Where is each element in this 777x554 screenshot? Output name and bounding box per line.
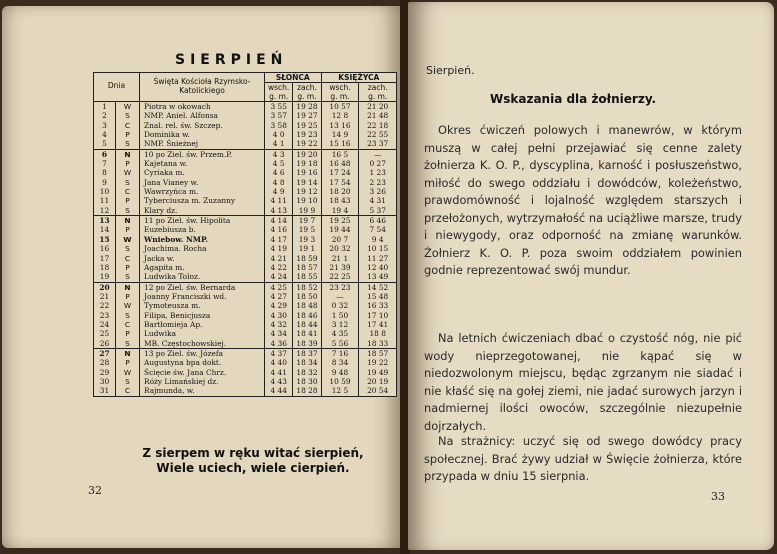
sunset-time: 19 28 — [296, 102, 318, 111]
moonset-time: 13 49 — [367, 272, 389, 282]
weekday-letter: P — [125, 159, 130, 169]
moonset-time: 22 55 — [367, 130, 389, 140]
sunrise-time: 4 27 — [270, 291, 287, 301]
sunset-time: 19 10 — [296, 196, 318, 206]
weekday-letter-cell — [116, 102, 140, 150]
day-number: 16 — [99, 244, 110, 254]
header-moon-rise: wsch. g. m. — [321, 83, 359, 102]
sunset-time: 18 41 — [296, 329, 318, 339]
sunrise-time: 4 24 — [270, 272, 287, 282]
moonset-time: 10 15 — [367, 244, 389, 254]
sunset-time: 18 46 — [296, 310, 318, 320]
moonset-time-cell — [359, 216, 397, 282]
weekday-letter: C — [124, 187, 131, 197]
sunset-time: 18 39 — [296, 338, 318, 348]
sunrise-time: 4 25 — [270, 282, 287, 292]
header-swieta: Święta Kościoła Rzymsko-Katolickiego — [140, 73, 265, 102]
weekday-letter: N — [124, 282, 131, 292]
day-number-cell — [94, 216, 116, 282]
feast-name: Cyriaka m. — [144, 168, 185, 178]
day-number: 29 — [99, 367, 110, 377]
moonrise-time-cell — [321, 149, 359, 215]
sunrise-time-cell — [265, 102, 293, 150]
sunset-time: 19 7 — [298, 216, 316, 226]
feast-name: Bartłomieja Ap. — [144, 319, 203, 329]
sunset-time: 19 18 — [296, 159, 318, 169]
moonrise-time: 18 20 — [329, 187, 351, 197]
moonset-time: 2 23 — [369, 177, 386, 187]
day-number: 17 — [99, 253, 110, 263]
moonset-time: 7 54 — [369, 225, 386, 235]
moonrise-time: 17 24 — [329, 168, 351, 178]
moonrise-time-cell — [321, 102, 359, 150]
moonrise-time-cell — [321, 216, 359, 282]
sunset-time: 19 5 — [298, 225, 316, 235]
sunrise-time: 4 9 — [272, 187, 285, 197]
sunset-time: 19 9 — [298, 205, 316, 215]
header-sun-set: zach. g. m. — [293, 83, 321, 102]
sunrise-time: 4 36 — [270, 338, 287, 348]
paragraph-1: Okres ćwiczeń polowych i manewrów, w którym muszą w całej pełni przejawiać się cenne zalety żołnierza K. O. P., dyscyplina, karność i posłuszeństwo, miłość do swego oddziału i dowódców, koleżeństwo, prawdomówność i lojalność względem starszych i przełożonych, wytrzymałość na uciążliwe marsze, trudy i niewygody, oraz odporność na zmianę warunków. Żołnierz K. O. P. poza swoim oddziałem powinien godnie reprezentować swój mundur. — [424, 123, 742, 277]
header-slonca: SŁOŃCA — [265, 73, 322, 83]
weekday-letter: P — [125, 358, 130, 368]
moonrise-time-cell — [321, 348, 359, 396]
sunrise-time: 4 3 — [272, 149, 285, 159]
sunset-time: 18 57 — [296, 262, 318, 272]
sunset-time-cell — [293, 149, 321, 215]
day-number: 2 — [102, 111, 107, 121]
weekday-letter-cell — [116, 216, 140, 282]
day-number: 27 — [99, 348, 110, 358]
weekday-letter: N — [124, 348, 131, 358]
moonrise-time: 14 9 — [331, 130, 349, 140]
sunrise-time: 4 40 — [270, 358, 287, 368]
sunset-time: 18 50 — [296, 291, 318, 301]
moonrise-time: 4 35 — [331, 329, 349, 339]
section-title: Wskazania dla żołnierzy. — [490, 92, 657, 106]
sunrise-time: 4 17 — [270, 234, 287, 244]
feast-name-cell — [140, 149, 265, 215]
day-number: 6 — [101, 149, 108, 159]
sunrise-time: 4 30 — [270, 310, 287, 320]
weekday-letter: P — [125, 225, 130, 235]
header-dnia: Dnia — [94, 73, 140, 102]
day-number: 9 — [102, 177, 107, 187]
feast-name: Klary dz. — [144, 205, 178, 215]
feast-name: 12 po Ziel. św. Bernarda — [144, 282, 236, 292]
feast-name: Wniebow. NMP. — [144, 234, 208, 244]
day-number: 13 — [99, 216, 110, 226]
feast-name: Rajmunda, w. — [144, 386, 195, 396]
weekday-letter: S — [125, 338, 130, 348]
moonrise-time: 16 5 — [331, 149, 349, 159]
paragraph-3: Na strażnicy: uczyć się od swego dowódcy pracy społecznej. Brać żywy udział w Święcie żołnierza, które przypada w dniu 15 sierpnia. — [424, 434, 742, 483]
feast-name: Euzebiusza b. — [144, 225, 196, 235]
calendar-table — [93, 72, 397, 397]
day-number: 1 — [102, 102, 107, 111]
moonrise-time: 23 23 — [329, 282, 351, 292]
day-number: 15 — [99, 234, 110, 244]
paragraph-2: Na letnich ćwiczeniach dbać o czystość nóg, nie pić wody nieprzegotowanej, nie kąpać się w niedozwolonym miejscu, będąc zgrzanym nie siadać i nie kłaść się na gołej ziemi, nie jadać surowych jarzyn i nadmiernej ilości owoców, szczególnie niezupełnie dojrzałych. — [424, 331, 742, 433]
sunset-time-cell — [293, 216, 321, 282]
day-number: 19 — [99, 272, 110, 282]
day-number: 25 — [99, 329, 110, 339]
sunrise-time-cell — [265, 149, 293, 215]
moonrise-time: 17 54 — [329, 177, 351, 187]
sunset-time: 18 59 — [296, 253, 318, 263]
day-number: 24 — [99, 319, 110, 329]
moonrise-time: 3 12 — [331, 319, 349, 329]
moonrise-time-cell — [321, 282, 359, 348]
moonset-time: 9 4 — [371, 234, 384, 244]
day-number: 31 — [99, 386, 110, 396]
sunrise-time: 4 13 — [270, 205, 287, 215]
weekday-letter: N — [124, 216, 131, 226]
sunrise-time: 4 0 — [272, 130, 285, 140]
feast-name: MB. Częstochowskiej. — [144, 338, 227, 348]
sunset-time: 19 3 — [298, 234, 316, 244]
moonrise-time: 12 8 — [331, 111, 349, 121]
week-row — [94, 348, 397, 396]
day-number: 11 — [99, 196, 110, 206]
weekday-letter-cell — [116, 149, 140, 215]
moonset-time: 19 22 — [367, 358, 389, 368]
weekday-letter: S — [125, 177, 130, 187]
feast-name: Agapita m. — [144, 262, 185, 272]
sunrise-time: 4 6 — [272, 168, 285, 178]
feast-name: Joachima. Rocha — [144, 244, 207, 254]
weekday-letter: S — [125, 244, 130, 254]
moonset-time: 18 33 — [367, 338, 389, 348]
header-sun-rise: wsch. g. m. — [265, 83, 293, 102]
sunset-time-cell — [293, 348, 321, 396]
sunset-time: 19 16 — [296, 168, 318, 178]
moonset-time: 4 31 — [369, 196, 386, 206]
feast-name: Piotra w okowach — [144, 102, 211, 111]
moonrise-time: 13 16 — [329, 120, 351, 130]
sunset-time: 18 37 — [296, 348, 318, 358]
page-number-left: 32 — [88, 484, 102, 497]
day-number: 18 — [99, 262, 110, 272]
moonset-time: 18 57 — [367, 348, 389, 358]
week-row — [94, 282, 397, 348]
moonset-time: 21 48 — [367, 111, 389, 121]
moonrise-time: 22 25 — [329, 272, 351, 282]
sunrise-time-cell — [265, 216, 293, 282]
sunrise-time: 4 37 — [270, 348, 287, 358]
moonset-time: 20 19 — [367, 376, 389, 386]
month-title: SIERPIEŃ — [175, 52, 288, 68]
moonset-time: 11 27 — [367, 253, 389, 263]
sunset-time: 18 30 — [296, 376, 318, 386]
sunrise-time: 4 16 — [270, 225, 287, 235]
moonrise-time: 10 57 — [329, 102, 351, 111]
moonset-time: 23 37 — [367, 139, 389, 149]
day-number: 7 — [102, 159, 107, 169]
moonset-time-cell — [359, 102, 397, 150]
sunset-time: 19 14 — [296, 177, 318, 187]
sunrise-time: 4 32 — [270, 319, 287, 329]
feast-name: Tyberciusza m. Zuzanny — [144, 196, 236, 206]
day-number: 14 — [99, 225, 110, 235]
sunrise-time: 3 58 — [270, 120, 287, 130]
weekday-letter: C — [124, 253, 131, 263]
day-number: 22 — [99, 301, 110, 311]
weekday-letter: S — [125, 139, 130, 149]
sunrise-time: 4 41 — [270, 367, 287, 377]
sunrise-time: 3 57 — [270, 111, 287, 121]
day-number: 5 — [102, 139, 107, 149]
sunset-time: 18 55 — [296, 272, 318, 282]
feast-name: Znal. rel. św. Szczep. — [144, 120, 223, 130]
moonset-time: 1 23 — [369, 168, 386, 178]
weekday-letter: W — [123, 234, 132, 244]
running-header: Sierpień. — [426, 64, 475, 77]
moonrise-time: 20 32 — [329, 244, 351, 254]
moonrise-time: 16 48 — [329, 159, 351, 169]
sunset-time: 18 44 — [296, 319, 318, 329]
sunset-time: 19 12 — [296, 187, 318, 197]
moonset-time: — — [373, 149, 382, 159]
moonrise-time: 10 59 — [329, 376, 351, 386]
feast-name: Kajetana w. — [144, 159, 188, 169]
weekday-letter: P — [125, 329, 130, 339]
feast-name: Jana Vianey w. — [144, 177, 199, 187]
feast-name: NMP. Śnieżnej — [144, 139, 199, 149]
moonset-time: 19 49 — [367, 367, 389, 377]
moonset-time: 17 10 — [367, 310, 389, 320]
moonrise-time: 19 25 — [329, 216, 351, 226]
motto — [118, 446, 388, 476]
moonset-time: 21 20 — [367, 102, 389, 111]
day-number: 20 — [99, 282, 110, 292]
sunset-time: 19 1 — [298, 244, 316, 254]
weekday-letter: C — [124, 386, 131, 396]
sunrise-time: 4 5 — [272, 159, 285, 169]
moonrise-time: 20 7 — [331, 234, 349, 244]
feast-name-cell — [140, 216, 265, 282]
week-row — [94, 102, 397, 150]
motto-line-2: Wiele uciech, wiele cierpień. — [156, 461, 350, 475]
sunset-time: 19 20 — [296, 149, 318, 159]
day-number-cell — [94, 348, 116, 396]
day-number: 12 — [99, 205, 110, 215]
feast-name: Ludwika Toloz. — [144, 272, 201, 282]
day-number: 26 — [99, 338, 110, 348]
moonrise-time: 1 50 — [331, 310, 349, 320]
sunrise-time: 4 44 — [270, 386, 287, 396]
day-number: 30 — [99, 376, 110, 386]
moonrise-time: — — [336, 291, 344, 301]
feast-name: Wawrzyńca m. — [144, 187, 199, 197]
moonset-time-cell — [359, 282, 397, 348]
sunset-time-cell — [293, 102, 321, 150]
weekday-letter: S — [125, 111, 130, 121]
moonrise-time: 19 44 — [329, 225, 351, 235]
moonset-time: 17 41 — [367, 319, 389, 329]
header-ksiezyca: KSIĘŻYCA — [321, 73, 396, 83]
day-number: 4 — [102, 130, 107, 140]
weekday-letter: P — [125, 130, 130, 140]
sunrise-time: 4 1 — [272, 139, 285, 149]
weekday-letter: W — [123, 301, 132, 311]
week-row — [94, 216, 397, 282]
feast-name: 10 po Ziel. św. Przem.P. — [144, 149, 233, 159]
sunrise-time: 4 34 — [270, 329, 287, 339]
sunset-time: 18 48 — [296, 301, 318, 311]
weekday-letter: S — [125, 272, 130, 282]
feast-name: Augustyna bpa dokt. — [144, 358, 222, 368]
moonrise-time: 7 16 — [331, 348, 349, 358]
sunrise-time: 4 8 — [272, 177, 285, 187]
header-moon-set: zach. g. m. — [359, 83, 397, 102]
moonset-time: 18 8 — [369, 329, 386, 339]
feast-name-cell — [140, 282, 265, 348]
moonrise-time: 12 5 — [331, 386, 349, 396]
feast-name: NMP. Aniel. Alfonsa — [144, 111, 218, 121]
sunset-time-cell — [293, 282, 321, 348]
weekday-letter: W — [123, 102, 132, 111]
day-number: 3 — [102, 120, 107, 130]
feast-name: Róży Limańskiej dz. — [144, 376, 219, 386]
weekday-letter: N — [124, 149, 131, 159]
moonset-time: 20 54 — [367, 386, 389, 396]
moonset-time: 22 18 — [367, 120, 389, 130]
moonrise-time: 21 1 — [331, 253, 349, 263]
weekday-letter: P — [125, 196, 130, 206]
day-number: 28 — [99, 358, 110, 368]
calendar-body — [94, 102, 397, 397]
feast-name: 13 po Ziel. św. Józefa — [144, 348, 223, 358]
moonrise-time: 0 32 — [331, 301, 349, 311]
feast-name-cell — [140, 348, 265, 396]
moonrise-time: 9 48 — [331, 367, 349, 377]
weekday-letter: P — [125, 262, 130, 272]
sunset-time: 18 28 — [296, 386, 318, 396]
feast-name: Tymoteusza m. — [144, 301, 201, 311]
moonrise-time: 8 34 — [331, 358, 349, 368]
moonset-time: 6 46 — [369, 216, 386, 226]
sunrise-time-cell — [265, 348, 293, 396]
weekday-letter-cell — [116, 348, 140, 396]
day-number: 21 — [99, 291, 110, 301]
moonset-time: 3 26 — [369, 187, 386, 197]
sunset-time: 18 32 — [296, 367, 318, 377]
weekday-letter: C — [124, 319, 131, 329]
feast-name: Jacka w. — [144, 253, 175, 263]
moonrise-time: 19 4 — [331, 205, 349, 215]
weekday-letter: S — [125, 310, 130, 320]
moonset-time: 15 48 — [367, 291, 389, 301]
sunrise-time: 4 19 — [270, 244, 287, 254]
weekday-letter: P — [125, 291, 130, 301]
sunrise-time-cell — [265, 282, 293, 348]
moonset-time-cell — [359, 149, 397, 215]
sunset-time: 18 34 — [296, 358, 318, 368]
day-number: 8 — [102, 168, 107, 178]
day-number-cell — [94, 282, 116, 348]
day-number: 10 — [99, 187, 110, 197]
feast-name: Ludwika — [144, 329, 176, 339]
moonrise-time: 5 56 — [331, 338, 349, 348]
weekday-letter: C — [124, 120, 131, 130]
sunset-time: 19 25 — [296, 120, 318, 130]
moonset-time: 16 33 — [367, 301, 389, 311]
weekday-letter: S — [125, 376, 130, 386]
sunrise-time: 4 14 — [270, 216, 287, 226]
feast-name: 11 po Ziel. św. Hipolita — [144, 216, 231, 226]
weekday-letter: W — [123, 367, 132, 377]
moonrise-time: 18 43 — [329, 196, 351, 206]
sunrise-time: 4 21 — [270, 253, 287, 263]
sunset-time: 19 22 — [296, 139, 318, 149]
moonrise-time: 15 16 — [329, 139, 351, 149]
weekday-letter: W — [123, 168, 132, 178]
weekday-letter-cell — [116, 282, 140, 348]
day-number: 23 — [99, 310, 110, 320]
moonset-time: 14 52 — [367, 282, 389, 292]
feast-name: Dominika w. — [144, 130, 190, 140]
sunset-time: 19 23 — [296, 130, 318, 140]
moonset-time: 5 37 — [369, 205, 386, 215]
moonrise-time: 21 39 — [329, 262, 351, 272]
weekday-letter: S — [125, 205, 130, 215]
sunset-time: 19 27 — [296, 111, 318, 121]
sunrise-time: 4 22 — [270, 262, 287, 272]
moonset-time-cell — [359, 348, 397, 396]
sunrise-time: 4 29 — [270, 301, 287, 311]
motto-line-1: Z sierpem w ręku witać sierpień, — [142, 446, 364, 460]
page-number-right: 33 — [711, 490, 725, 503]
feast-name-cell — [140, 102, 265, 150]
sunset-time: 18 52 — [296, 282, 318, 292]
sunrise-time: 4 43 — [270, 376, 287, 386]
week-row — [94, 149, 397, 215]
sunrise-time: 3 55 — [270, 102, 287, 111]
day-number-cell — [94, 149, 116, 215]
day-number-cell — [94, 102, 116, 150]
moonset-time: 12 40 — [367, 262, 389, 272]
moonset-time: 0 27 — [369, 159, 386, 169]
feast-name: Filipa, Benicjusza — [144, 310, 211, 320]
feast-name: Ścięcie św. Jana Chrz. — [144, 367, 227, 377]
feast-name: Joanny Franciszki wd. — [144, 291, 227, 301]
sunrise-time: 4 11 — [270, 196, 287, 206]
